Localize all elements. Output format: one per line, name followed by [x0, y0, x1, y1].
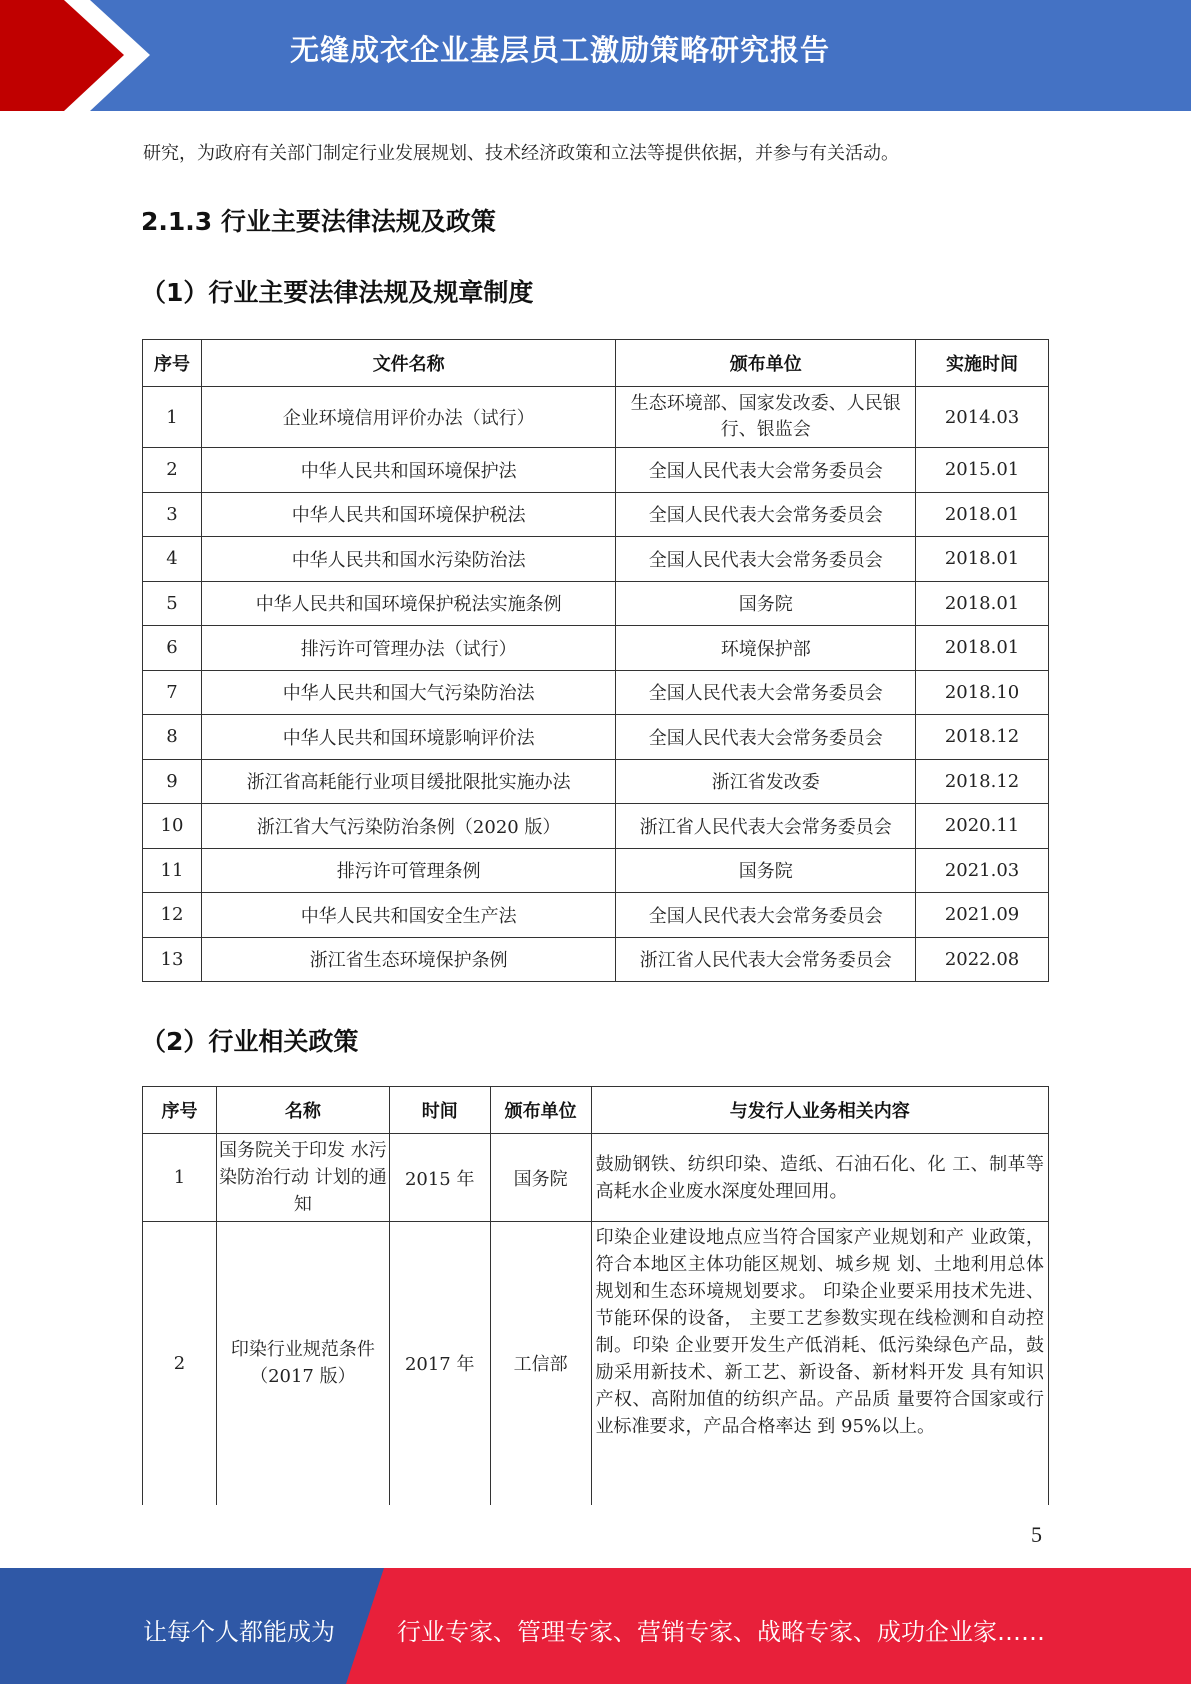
table-header-row — [143, 340, 1049, 387]
related-content: 印染企业建设地点应当符合国家产业规划和产 业政策，符合本地区主体功能区规划、城乡规 划、土地利用总体规划和生态环境规划要求。 印染企业要采用技术先进、节能环保的设备， 主要工艺参数实现在线检测和自动控制。印染 企业要开发生产低消耗、低污染绿色产品，鼓 励采用新技术、新工艺、新设备、新材料开发 具有知识产权、高附加值的纺织产品。产品质 量要符合国家或行业标准要求，产品合格率达 到 95%以上。 — [591, 1222, 1048, 1505]
table-row — [143, 448, 1049, 493]
policy-name: 国务院关于印发 水污染防治行动 计划的通知 — [216, 1134, 389, 1222]
document-name: 排污许可管理办法（试行） — [201, 626, 616, 671]
page-header — [0, 0, 1191, 111]
column-header: 时间 — [389, 1087, 490, 1134]
issuing-authority: 全国人民代表大会常务委员会 — [616, 715, 916, 760]
document-name: 浙江省大气污染防治条例（2020 版） — [201, 804, 616, 849]
row-index: 6 — [143, 626, 202, 671]
document-name: 中华人民共和国大气污染防治法 — [201, 670, 616, 715]
column-header: 颁布单位 — [490, 1087, 591, 1134]
policy-name: 印染行业规范条件（2017 版） — [216, 1222, 389, 1505]
effective-date: 2015.01 — [916, 448, 1049, 493]
effective-date: 2021.03 — [916, 848, 1049, 893]
issuing-authority: 工信部 — [490, 1222, 591, 1505]
issuing-authority: 国务院 — [490, 1134, 591, 1222]
table-row — [143, 670, 1049, 715]
issuing-authority: 浙江省人民代表大会常务委员会 — [616, 937, 916, 982]
issuing-authority: 全国人民代表大会常务委员会 — [616, 492, 916, 537]
column-header: 与发行人业务相关内容 — [591, 1087, 1048, 1134]
subsection-heading-laws: （1）行业主要法律法规及规章制度 — [141, 278, 534, 307]
column-header: 实施时间 — [916, 340, 1049, 387]
issuing-authority: 国务院 — [616, 848, 916, 893]
page-footer — [0, 1568, 1191, 1684]
row-index: 2 — [143, 1222, 217, 1505]
row-index: 7 — [143, 670, 202, 715]
column-header: 文件名称 — [201, 340, 616, 387]
effective-date: 2018.12 — [916, 759, 1049, 804]
policy-year: 2017 年 — [389, 1222, 490, 1505]
row-index: 13 — [143, 937, 202, 982]
row-index: 10 — [143, 804, 202, 849]
row-index: 1 — [143, 387, 202, 448]
issuing-authority: 环境保护部 — [616, 626, 916, 671]
table-header-row — [143, 1087, 1049, 1134]
document-name: 中华人民共和国环境保护税法实施条例 — [201, 581, 616, 626]
issuing-authority: 全国人民代表大会常务委员会 — [616, 448, 916, 493]
issuing-authority: 全国人民代表大会常务委员会 — [616, 893, 916, 938]
document-name: 中华人民共和国水污染防治法 — [201, 537, 616, 582]
effective-date: 2014.03 — [916, 387, 1049, 448]
policies-table — [142, 1086, 1049, 1505]
document-name: 浙江省高耗能行业项目缓批限批实施办法 — [201, 759, 616, 804]
document-name: 中华人民共和国安全生产法 — [201, 893, 616, 938]
effective-date: 2018.01 — [916, 537, 1049, 582]
section-heading: 2.1.3 行业主要法律法规及政策 — [141, 207, 496, 236]
table-row — [143, 848, 1049, 893]
effective-date: 2021.09 — [916, 893, 1049, 938]
row-index: 2 — [143, 448, 202, 493]
footer-slogan-left: 让每个人都能成为 — [143, 1618, 335, 1646]
effective-date: 2018.10 — [916, 670, 1049, 715]
issuing-authority: 全国人民代表大会常务委员会 — [616, 537, 916, 582]
subsection-heading-policies: （2）行业相关政策 — [141, 1027, 359, 1056]
row-index: 8 — [143, 715, 202, 760]
footer-slogan-right: 行业专家、管理专家、营销专家、战略专家、成功企业家…… — [397, 1618, 1045, 1646]
table-row — [143, 492, 1049, 537]
row-index: 4 — [143, 537, 202, 582]
row-index: 3 — [143, 492, 202, 537]
page-number: 5 — [1031, 1522, 1042, 1547]
issuing-authority: 全国人民代表大会常务委员会 — [616, 670, 916, 715]
issuing-authority: 国务院 — [616, 581, 916, 626]
document-name: 中华人民共和国环境保护税法 — [201, 492, 616, 537]
table-row — [143, 537, 1049, 582]
row-index: 1 — [143, 1134, 217, 1222]
row-index: 12 — [143, 893, 202, 938]
table-row — [143, 387, 1049, 448]
row-index: 9 — [143, 759, 202, 804]
table-row — [143, 626, 1049, 671]
document-name: 排污许可管理条例 — [201, 848, 616, 893]
related-content: 鼓励钢铁、纺织印染、造纸、石油石化、化 工、制革等高耗水企业废水深度处理回用。 — [591, 1134, 1048, 1222]
column-header: 颁布单位 — [616, 340, 916, 387]
table-row — [143, 893, 1049, 938]
table-row — [143, 715, 1049, 760]
policy-year: 2015 年 — [389, 1134, 490, 1222]
document-name: 中华人民共和国环境保护法 — [201, 448, 616, 493]
issuing-authority: 浙江省人民代表大会常务委员会 — [616, 804, 916, 849]
table-row — [143, 804, 1049, 849]
effective-date: 2018.01 — [916, 581, 1049, 626]
intro-paragraph: 研究，为政府有关部门制定行业发展规划、技术经济政策和立法等提供依据，并参与有关活动。 — [143, 143, 899, 164]
table-row — [143, 1222, 1049, 1505]
effective-date: 2020.11 — [916, 804, 1049, 849]
issuing-authority: 浙江省发改委 — [616, 759, 916, 804]
table-row — [143, 581, 1049, 626]
table-row — [143, 759, 1049, 804]
effective-date: 2018.12 — [916, 715, 1049, 760]
table-row — [143, 1134, 1049, 1222]
document-name: 中华人民共和国环境影响评价法 — [201, 715, 616, 760]
table-row — [143, 937, 1049, 982]
row-index: 11 — [143, 848, 202, 893]
column-header: 序号 — [143, 340, 202, 387]
laws-table — [142, 339, 1049, 982]
effective-date: 2018.01 — [916, 492, 1049, 537]
document-name: 浙江省生态环境保护条例 — [201, 937, 616, 982]
report-title: 无缝成衣企业基层员工激励策略研究报告 — [290, 33, 831, 67]
effective-date: 2018.01 — [916, 626, 1049, 671]
issuing-authority: 生态环境部、国家发改委、人民银行、银监会 — [616, 387, 916, 448]
effective-date: 2022.08 — [916, 937, 1049, 982]
column-header: 序号 — [143, 1087, 217, 1134]
document-name: 企业环境信用评价办法（试行） — [201, 387, 616, 448]
row-index: 5 — [143, 581, 202, 626]
column-header: 名称 — [216, 1087, 389, 1134]
